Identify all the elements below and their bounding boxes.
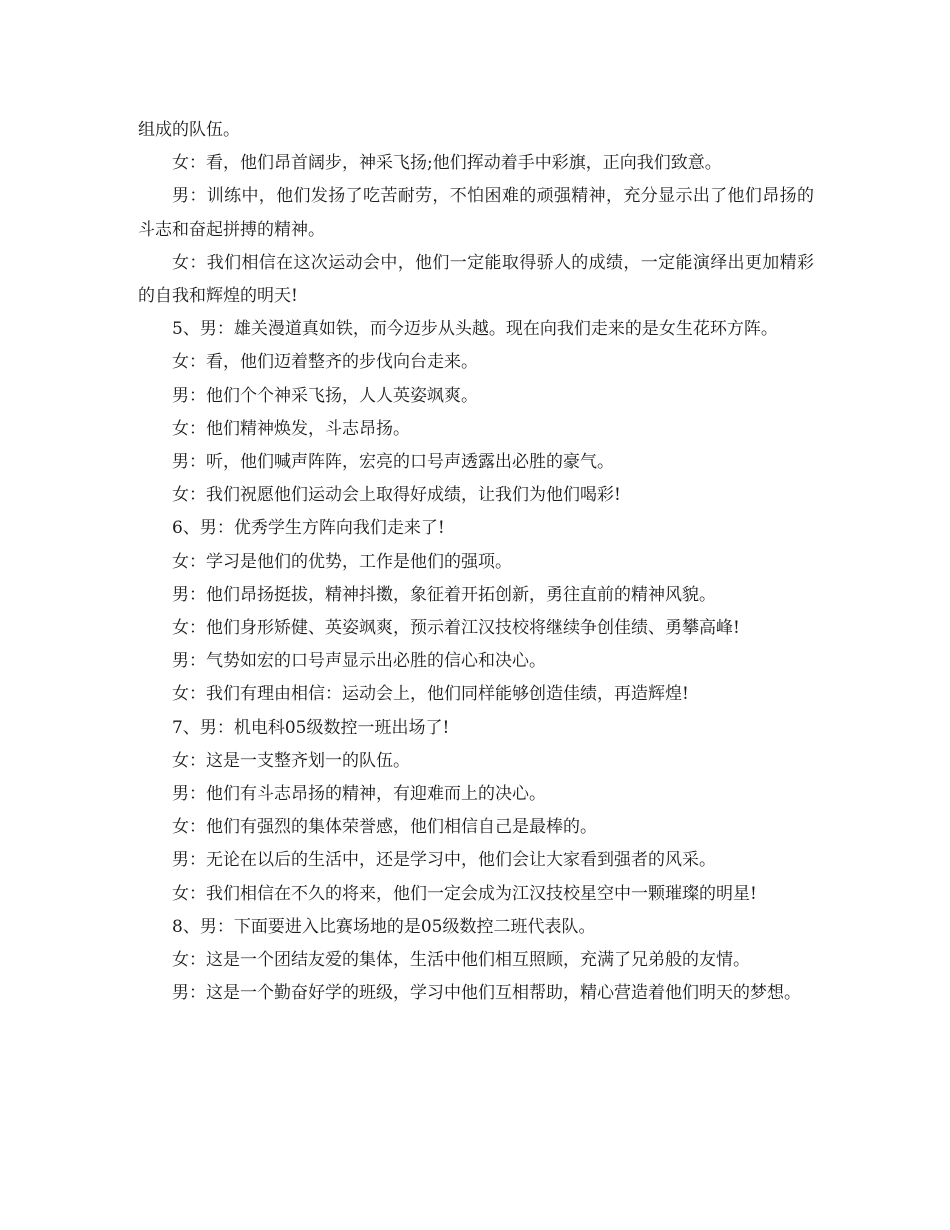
paragraph: 女：这是一支整齐划一的队伍。 (172, 750, 410, 771)
paragraph: 女：我们相信在这次运动会中，他们一定能取得骄人的成绩，一定能演绎出更加精彩的自我和辉煌的明天! (138, 252, 814, 307)
paragraph: 男：气势如宏的口号声显示出必胜的信心和决心。 (172, 651, 546, 672)
paragraph: 7、男：机电科05级数控一班出场了! (172, 717, 450, 738)
paragraph: 女：这是一个团结友爱的集体，生活中他们相互照顾，充满了兄弟般的友情。 (172, 950, 750, 971)
paragraph: 6、男：优秀学生方阵向我们走来了! (172, 518, 445, 539)
paragraph: 5、男：雄关漫道真如铁，而今迈步从头越。现在向我们走来的是女生花环方阵。 (172, 319, 778, 340)
paragraph: 男：他们昂扬挺拔，精神抖擞，象征着开拓创新，勇往直前的精神风貌。 (172, 584, 716, 605)
paragraph: 男：这是一个勤奋好学的班级，学习中他们互相帮助，精心营造着他们明天的梦想。 (172, 983, 801, 1004)
paragraph: 男：他们个个神采飞扬，人人英姿飒爽。 (172, 385, 478, 406)
paragraph: 女：学习是他们的优势，工作是他们的强项。 (172, 551, 512, 572)
paragraph: 男：训练中，他们发扬了吃苦耐劳，不怕困难的顽强精神，充分显示出了他们昂扬的斗志和奋起拼搏的精神。 (138, 186, 814, 240)
paragraph: 男：听，他们喊声阵阵，宏亮的口号声透露出必胜的豪气。 (172, 452, 614, 473)
paragraph: 男：他们有斗志昂扬的精神，有迎难而上的决心。 (172, 784, 546, 805)
paragraph: 女：我们有理由相信：运动会上，他们同样能够创造佳绩，再造辉煌! (172, 684, 689, 705)
paragraph: 女：他们有强烈的集体荣誉感，他们相信自己是最棒的。 (172, 817, 597, 838)
paragraph-continuation: 组成的队伍。 (138, 120, 240, 140)
document-body (138, 114, 814, 1010)
paragraph: 女：我们相信在不久的将来，他们一定会成为江汉技校星空中一颗璀璨的明星! (172, 883, 757, 904)
paragraph: 女：看，他们迈着整齐的步伐向台走来。 (172, 352, 478, 373)
paragraph: 男：无论在以后的生活中，还是学习中，他们会让大家看到强者的风采。 (172, 850, 716, 871)
paragraph: 女：他们身形矫健、英姿飒爽，预示着江汉技校将继续争创佳绩、勇攀高峰! (172, 618, 740, 639)
paragraph: 女：他们精神焕发，斗志昂扬。 (172, 418, 410, 439)
paragraph: 女：我们祝愿他们运动会上取得好成绩，让我们为他们喝彩! (172, 485, 621, 506)
paragraph: 女：看，他们昂首阔步，神采飞扬;他们挥动着手中彩旗，正向我们致意。 (172, 153, 722, 174)
paragraph: 8、男：下面要进入比赛场地的是05级数控二班代表队。 (172, 916, 596, 937)
